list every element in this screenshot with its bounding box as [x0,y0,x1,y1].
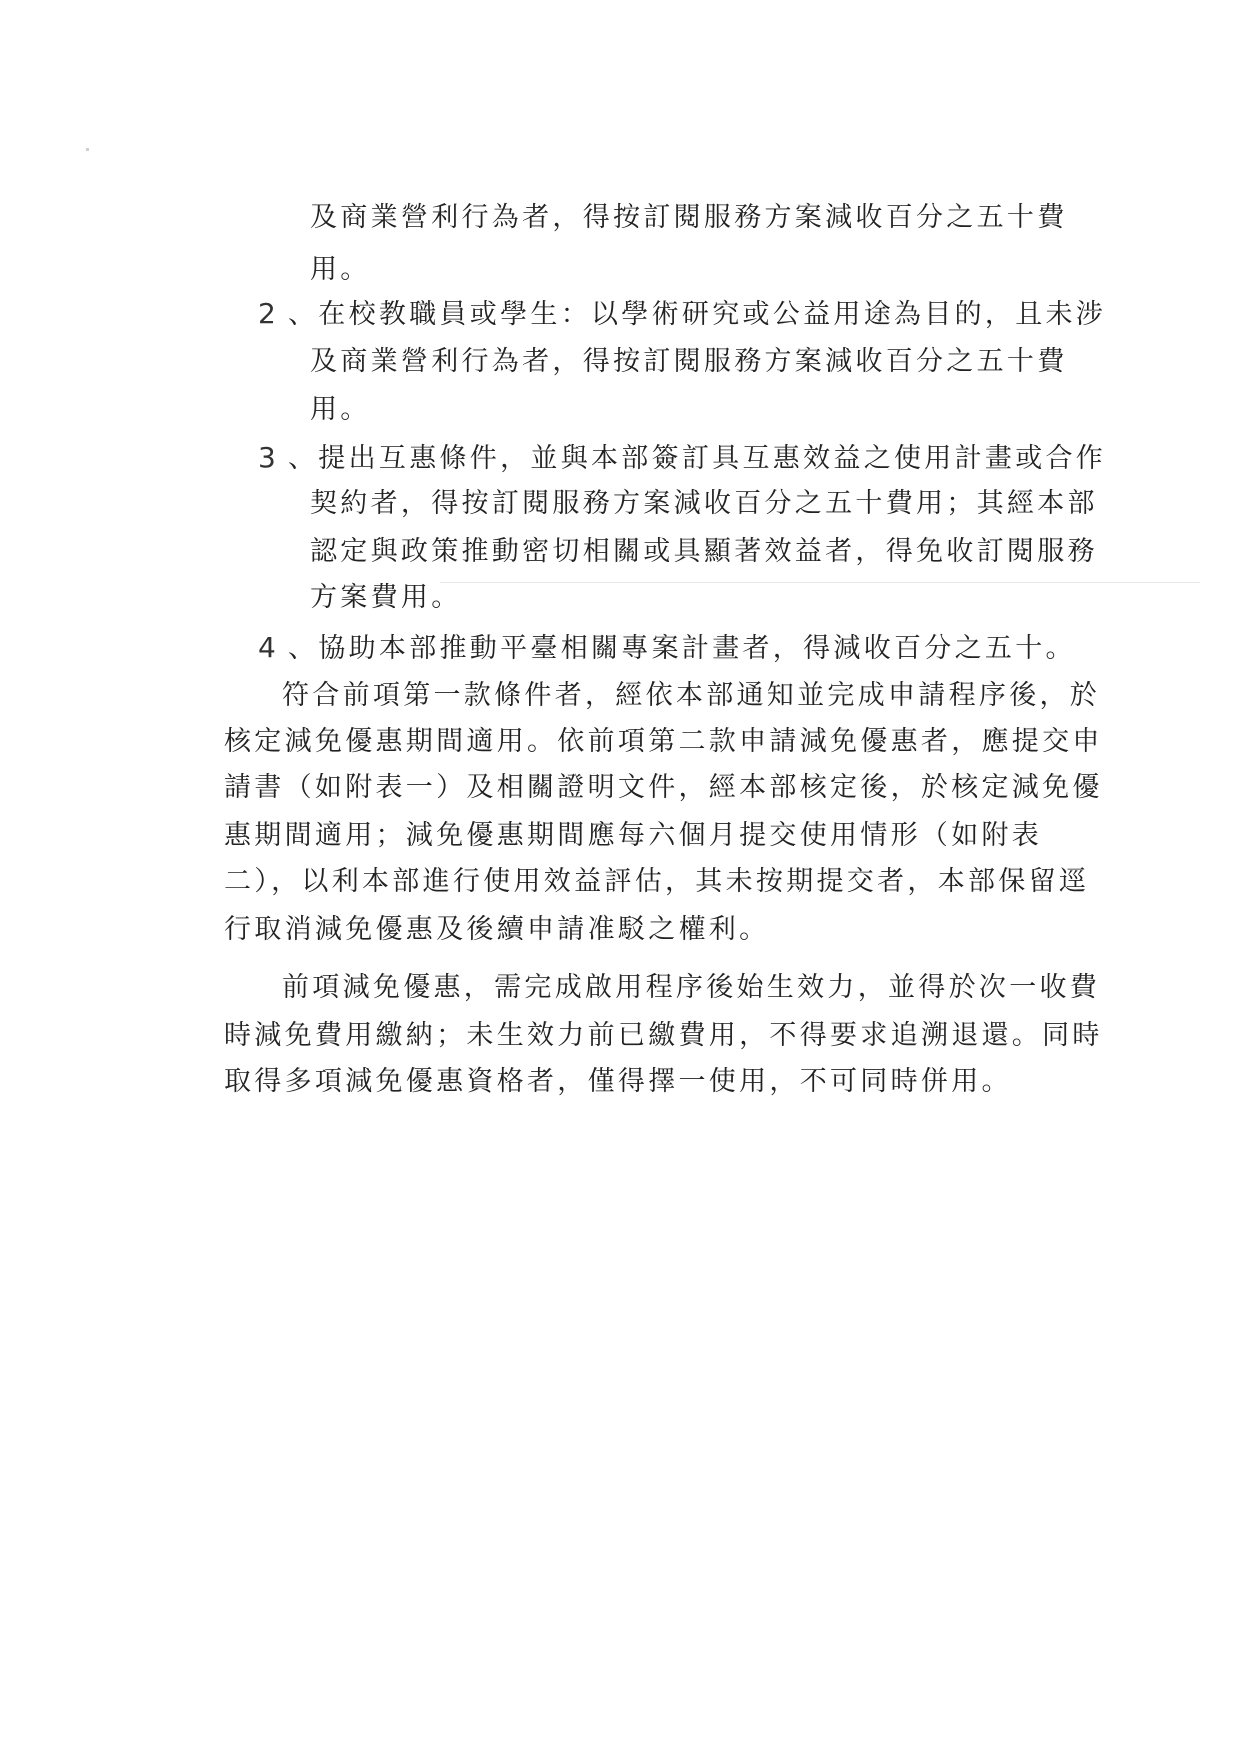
item1-line1: 及商業營利行為者，得按訂閱服務方案減收百分之五十費 [310,202,1068,233]
item3-line2: 契約者，得按訂閱服務方案減收百分之五十費用；其經本部 [310,488,1098,519]
para1-line4: 惠期間適用；減免優惠期間應每六個月提交使用情形（如附表 [224,820,1043,851]
item4-line1 [258,628,1076,669]
para1-line3: 請書（如附表一）及相關證明文件，經本部核定後，於核定減免優 [224,772,1103,803]
item2-line1 [258,294,1106,335]
item3-line3: 認定與政策推動密切相關或具顯著效益者，得免收訂閱服務 [310,536,1098,567]
para1-line1: 符合前項第一款條件者，經依本部通知並完成申請程序後，於 [282,680,1101,711]
item4-text: 、協助本部推動平臺相關專案計畫者，得減收百分之五十。 [288,633,1076,664]
item2-line2: 及商業營利行為者，得按訂閱服務方案減收百分之五十費 [310,346,1068,377]
para1-line2: 核定減免優惠期間適用。依前項第二款申請減免優惠者，應提交申 [224,726,1103,757]
item2-text: 、在校教職員或學生：以學術研究或公益用途為目的，且未涉 [288,299,1107,330]
para2-line1: 前項減免優惠，需完成啟用程序後始生效力，並得於次一收費 [282,972,1101,1003]
para1-line6: 行取消減免優惠及後續申請准駁之權利。 [224,914,770,945]
item3-line4: 方案費用。 [310,582,462,613]
para1-line5: 二），以利本部進行使用效益評估，其未按期提交者，本部保留逕 [224,866,1090,897]
para2-line3: 取得多項減免優惠資格者，僅得擇一使用，不可同時併用。 [224,1066,1012,1097]
item2-line3: 用。 [310,394,371,425]
para2-line2: 時減免費用繳納；未生效力前已繳費用，不得要求追溯退還。同時 [224,1020,1103,1051]
scan-speck [86,148,89,151]
item3-text: 、提出互惠條件，並與本部簽訂具互惠效益之使用計畫或合作 [288,443,1107,474]
item4-number: 4 [258,631,280,664]
item2-number: 2 [258,297,280,330]
scan-line [440,582,1200,583]
item1-line2: 用。 [310,254,371,285]
item3-line1 [258,438,1106,479]
item3-number: 3 [258,441,280,474]
